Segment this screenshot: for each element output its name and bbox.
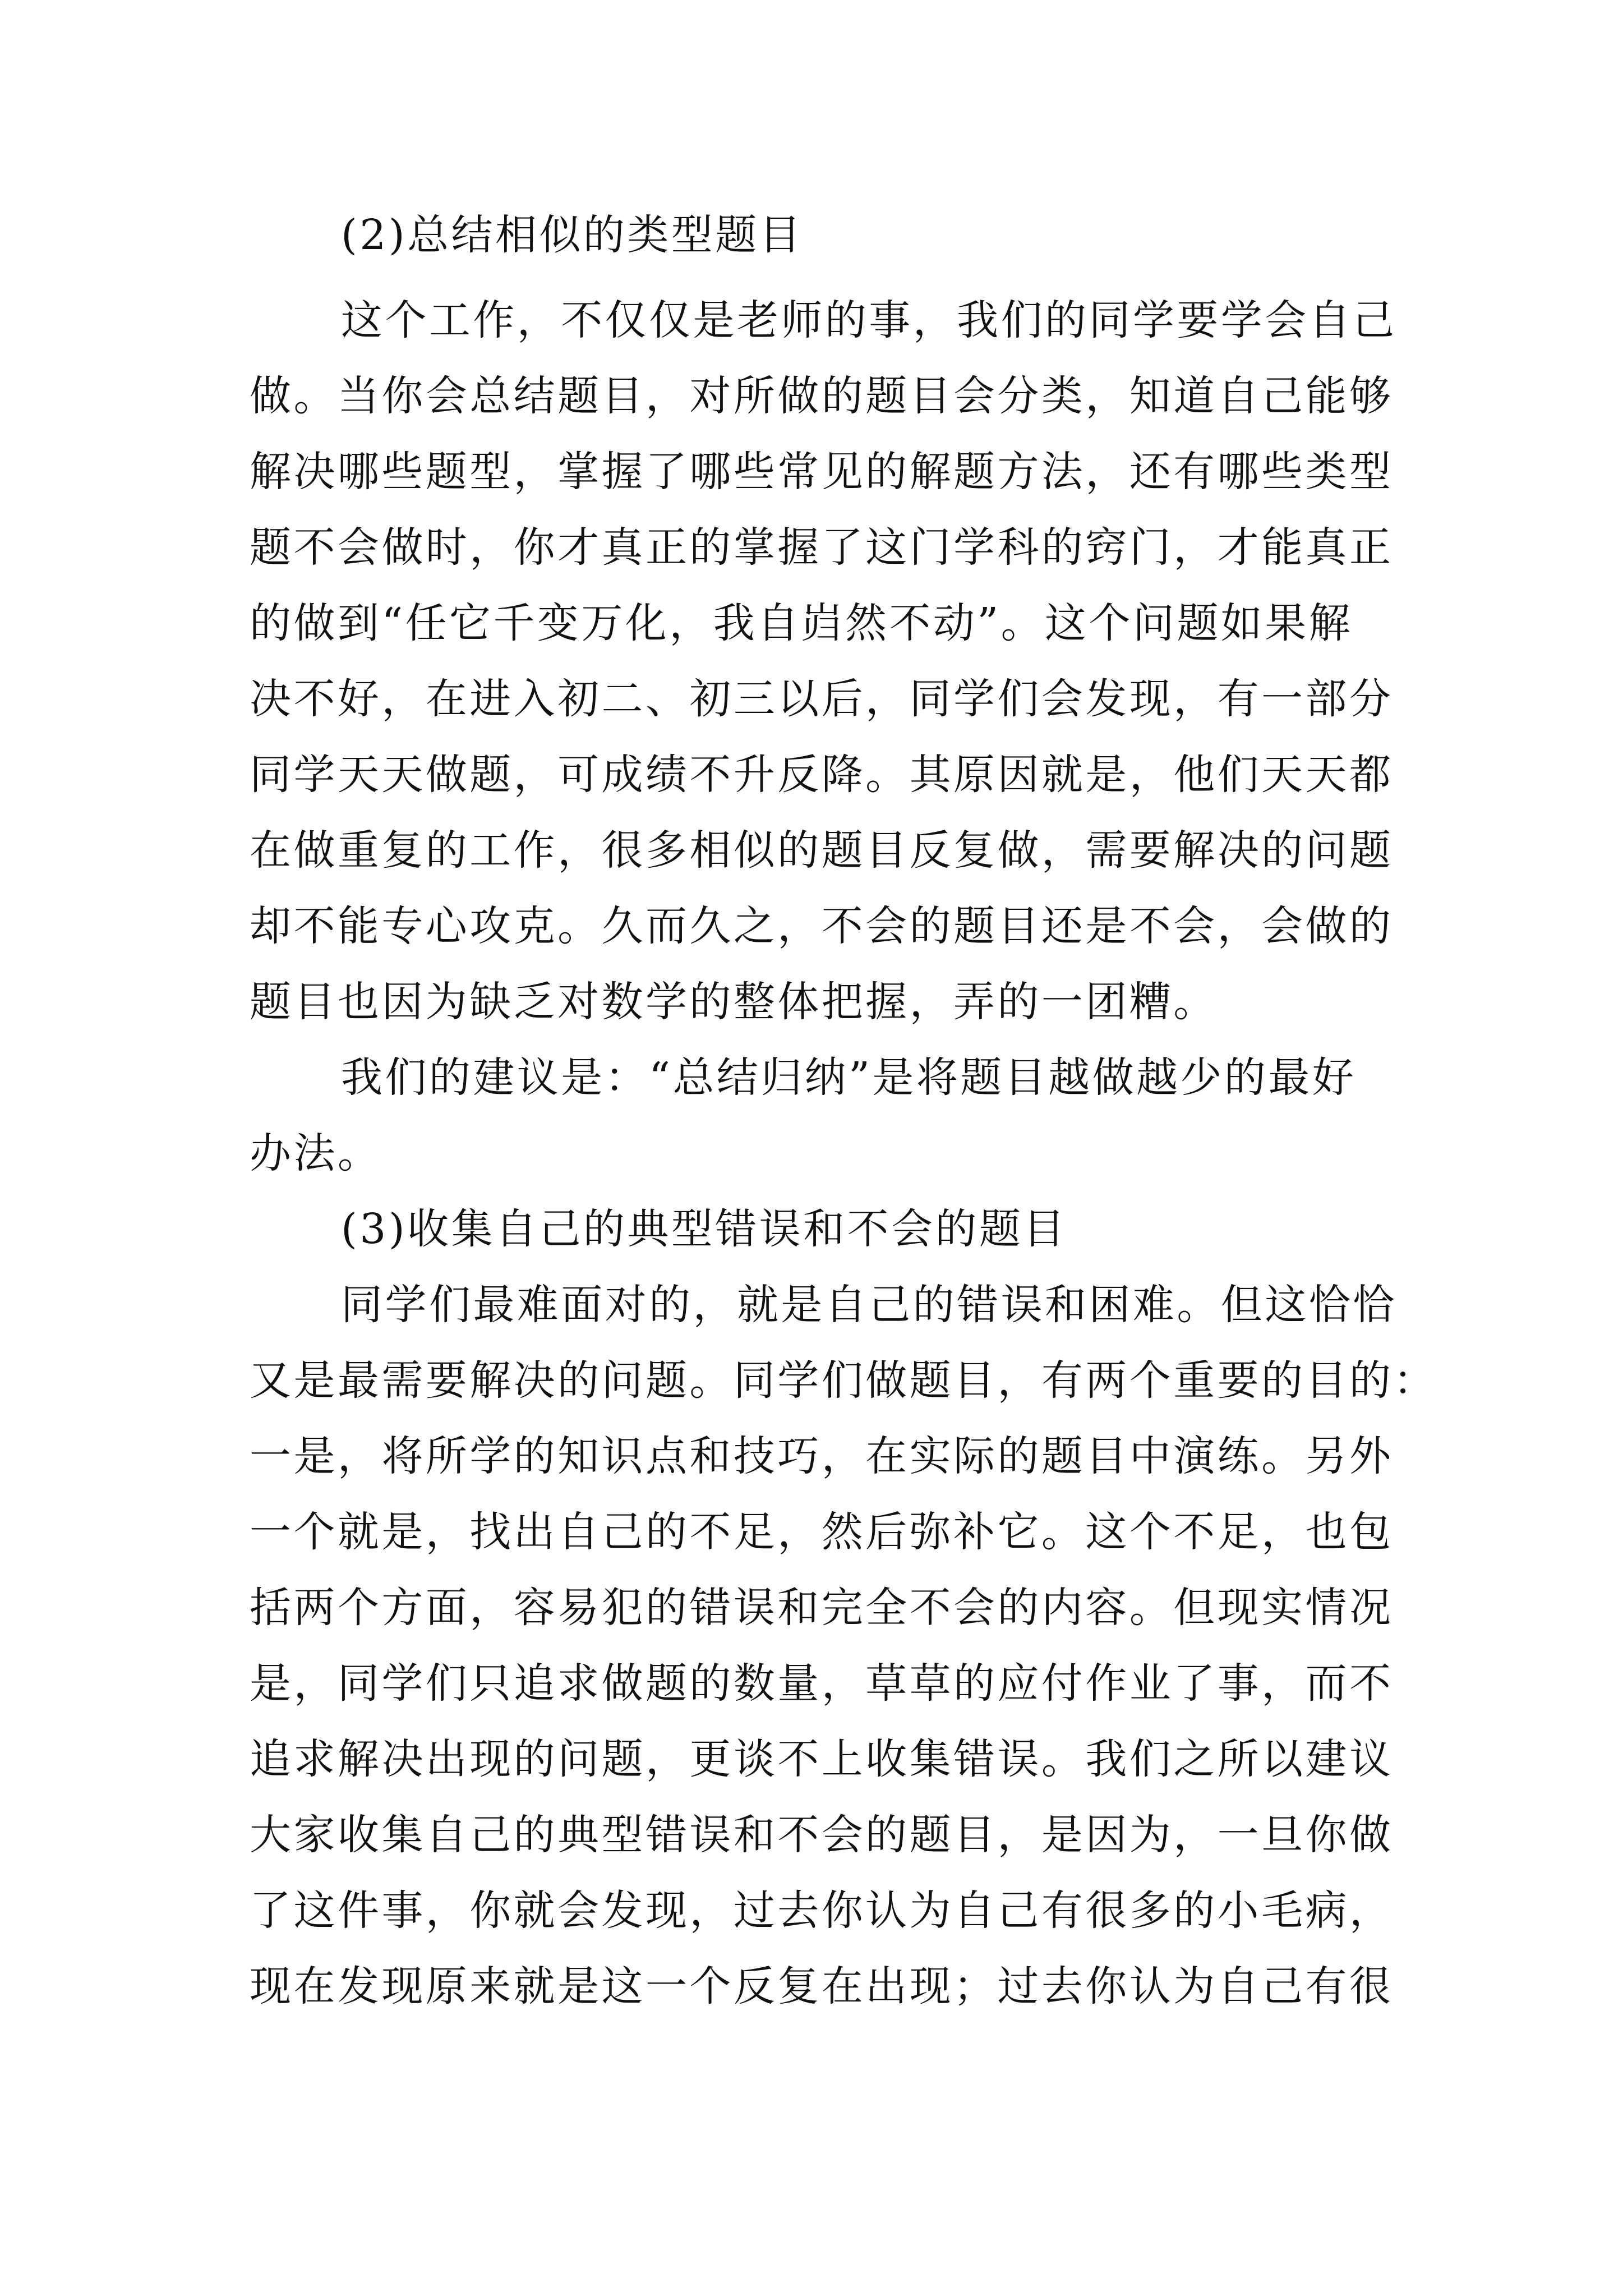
text-line: 题不会做时，你才真正的掌握了这门学科的窍门，才能真正 — [250, 523, 1394, 572]
text-line: 我们的建议是：“总结归纳”是将题目越做越少的最好 — [341, 1053, 1357, 1102]
text-line: 现在发现原来就是这一个反复在出现；过去你认为自己有很 — [250, 1962, 1394, 2010]
text-line: 同学们最难面对的，就是自己的错误和困难。但这恰恰 — [341, 1281, 1397, 1329]
text-line: 同学天天做题，可成绩不升反降。其原因就是，他们天天都 — [250, 751, 1394, 799]
text-line: 是，同学们只追求做题的数量，草草的应付作业了事，而不 — [250, 1659, 1394, 1708]
text-line: 一个就是，找出自己的不足，然后弥补它。这个不足，也包 — [250, 1508, 1394, 1556]
text-line: 了这件事，你就会发现，过去你认为自己有很多的小毛病， — [250, 1887, 1394, 1935]
text-line: 办法。 — [250, 1129, 382, 1177]
text-line: 大家收集自己的典型错误和不会的题目，是因为，一旦你做 — [250, 1811, 1394, 1859]
text-line: 解决哪些题型，掌握了哪些常见的解题方法，还有哪些类型 — [250, 448, 1394, 496]
text-line: 决不好，在进入初二、初三以后，同学们会发现，有一部分 — [250, 675, 1394, 723]
text-line: 又是最需要解决的问题。同学们做题目，有两个重要的目的： — [250, 1356, 1437, 1405]
text-line: 的做到“任它千变万化，我自岿然不动”。这个问题如果解 — [250, 599, 1353, 647]
text-line: 括两个方面，容易犯的错误和完全不会的内容。但现实情况 — [250, 1584, 1394, 1632]
text-line: 在做重复的工作，很多相似的题目反复做，需要解决的问题 — [250, 826, 1394, 875]
text-line: 却不能专心攻克。久而久之，不会的题目还是不会，会做的 — [250, 902, 1394, 950]
text-line: 题目也因为缺乏对数学的整体把握，弄的一团糟。 — [250, 978, 1218, 1026]
section-heading-3: (3)收集自己的典型错误和不会的题目 — [341, 1205, 1067, 1253]
text-line: 一是，将所学的知识点和技巧，在实际的题目中演练。另外 — [250, 1432, 1394, 1480]
text-line: 做。当你会总结题目，对所做的题目会分类，知道自己能够 — [250, 372, 1394, 420]
text-line: 追求解决出现的问题，更谈不上收集错误。我们之所以建议 — [250, 1735, 1394, 1783]
section-heading-2: (2)总结相似的类型题目 — [341, 211, 804, 259]
text-line: 这个工作，不仅仅是老师的事，我们的同学要学会自己 — [341, 296, 1397, 344]
